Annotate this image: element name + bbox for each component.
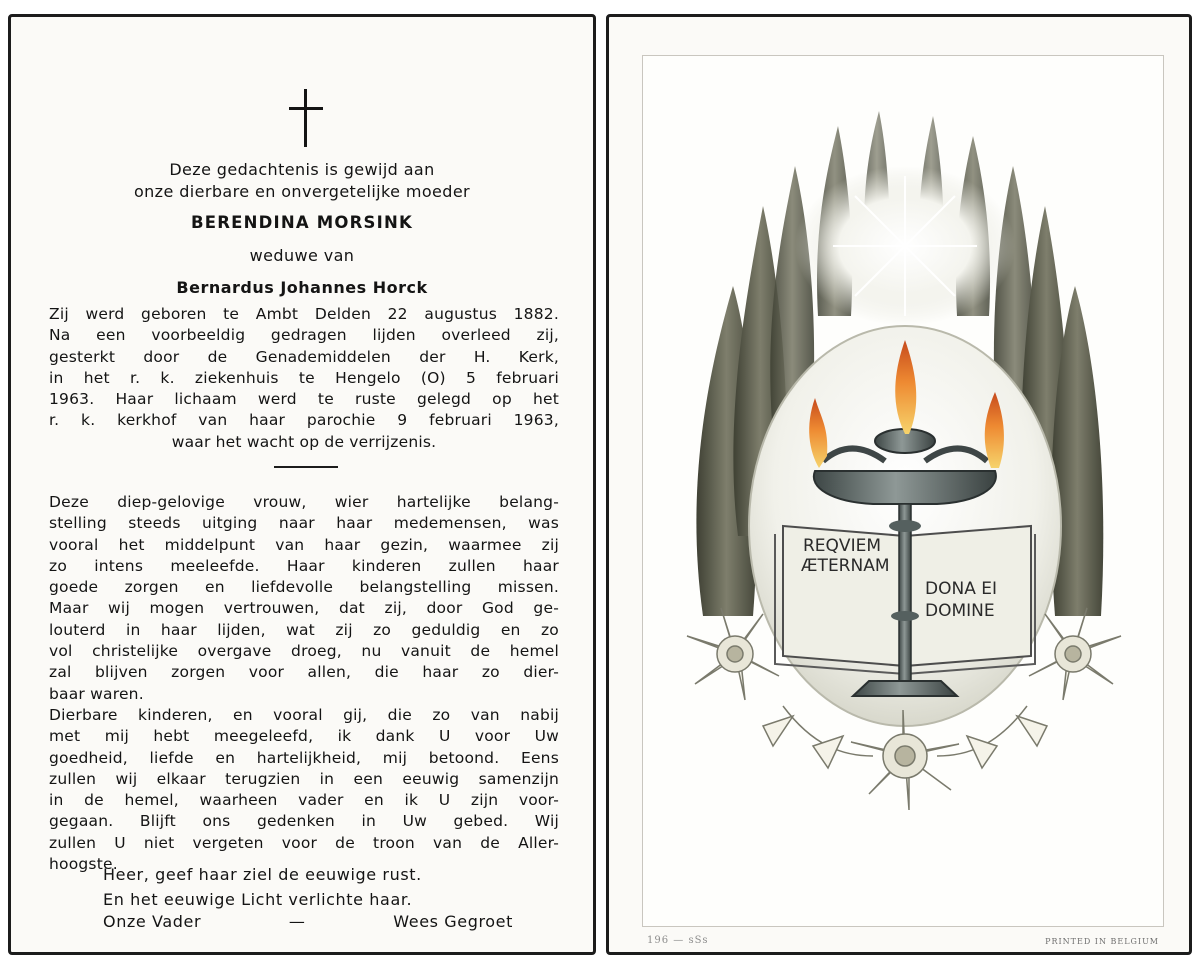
tribute-line: zo intens meeleefde. Haar kinderen zullen haar — [49, 556, 559, 575]
farewell-line: hoogste. — [49, 855, 118, 874]
prayer-line-1: Heer, geef haar ziel de eeuwige rust. — [103, 865, 422, 884]
memorial-image-card — [606, 14, 1192, 955]
memorial-text-card — [8, 14, 596, 955]
bio-line: 1963. Haar lichaam werd te ruste gelegd op het — [49, 390, 559, 409]
prayer-line-2: En het eeuwige Licht verlichte haar. — [103, 890, 413, 909]
printed-in-label: PRINTED IN BELGIUM — [1045, 937, 1159, 946]
farewell-paragraph — [49, 705, 559, 875]
bio-line: gesterkt door de Genademiddelen der H. Kerk, — [49, 347, 559, 366]
farewell-line: gegaan. Blijft ons gedenken in Uw gebed. Wij — [49, 812, 559, 831]
farewell-line: zullen U niet vergeten voor de troon van de Aller- — [49, 833, 559, 852]
book-text-aeternam: ÆTERNAM — [801, 556, 890, 576]
section-divider — [274, 466, 338, 468]
bio-line: Zij werd geboren te Ambt Delden 22 augustus 1882. — [49, 305, 559, 323]
husband-name: Bernardus Johannes Horck — [176, 278, 428, 297]
tribute-line: vol christelijke overgave droeg, nu vanuit de hemel — [49, 642, 559, 661]
closing-dash: — — [288, 912, 306, 931]
tribute-line: zal blijven zorgen voor allen, die haar zo dier- — [49, 663, 559, 682]
cross-icon — [289, 89, 323, 147]
light-rays — [833, 176, 977, 316]
dedication-line-1: Deze gedachtenis is gewijd aan — [169, 160, 435, 179]
tribute-line: vooral het middelpunt van haar gezin, waarmee zij — [49, 535, 559, 554]
lamp-illustration — [643, 56, 1165, 928]
tribute-line: baar waren. — [49, 684, 144, 703]
farewell-line: met mij hebt meegeleefd, ik dank U voor Uw — [49, 727, 559, 746]
illustration-frame — [642, 55, 1164, 927]
book-text-dona-ei: DONA EI — [925, 579, 997, 599]
biography-paragraph — [49, 304, 559, 453]
bio-line: in het r. k. ziekenhuis te Hengelo (O) 5 februari — [49, 368, 559, 387]
hail-mary-label: Wees Gegroet — [393, 912, 513, 931]
tribute-paragraph — [49, 492, 559, 705]
bio-line: Na een voorbeeldig gedragen lijden overleed zij, — [49, 326, 559, 345]
dedication-line-2: onze dierbare en onvergetelijke moeder — [133, 182, 471, 201]
book-text-domine: DOMINE — [925, 601, 995, 621]
tribute-line: louterd in haar lijden, wat zij zo geduldig en zo — [49, 620, 559, 639]
farewell-line: zullen wij elkaar terugzien in een eeuwig samenzijn — [49, 769, 559, 788]
tribute-line: Maar wij mogen vertrouwen, dat zij, door God ge- — [49, 599, 559, 618]
bio-line: r. k. kerkhof van haar parochie 9 februari 1963, — [49, 411, 559, 430]
tribute-line: goede zorgen en liefdevolle belangstelling missen. — [49, 578, 559, 597]
closing-prayers — [103, 912, 513, 931]
bio-line: waar het wacht op de verrijzenis. — [171, 432, 437, 451]
print-code: 196 — sSs — [647, 935, 709, 946]
tribute-line: Deze diep-gelovige vrouw, wier hartelijke belang- — [49, 493, 559, 511]
book-text-requiem: REQVIEM — [803, 536, 881, 556]
widow-of-label: weduwe van — [249, 246, 355, 265]
farewell-line: goedheid, liefde en hartelijkheid, mij betoond. Eens — [49, 748, 559, 767]
our-father-label: Onze Vader — [103, 912, 202, 931]
deceased-name: BERENDINA MORSINK — [191, 213, 413, 232]
tribute-line: stelling steeds uitging naar haar medemensen, was — [49, 514, 559, 533]
farewell-line: in de hemel, waarheen vader en ik U zijn voor- — [49, 791, 559, 810]
farewell-line: Dierbare kinderen, en vooral gij, die zo van nabij — [49, 706, 559, 724]
